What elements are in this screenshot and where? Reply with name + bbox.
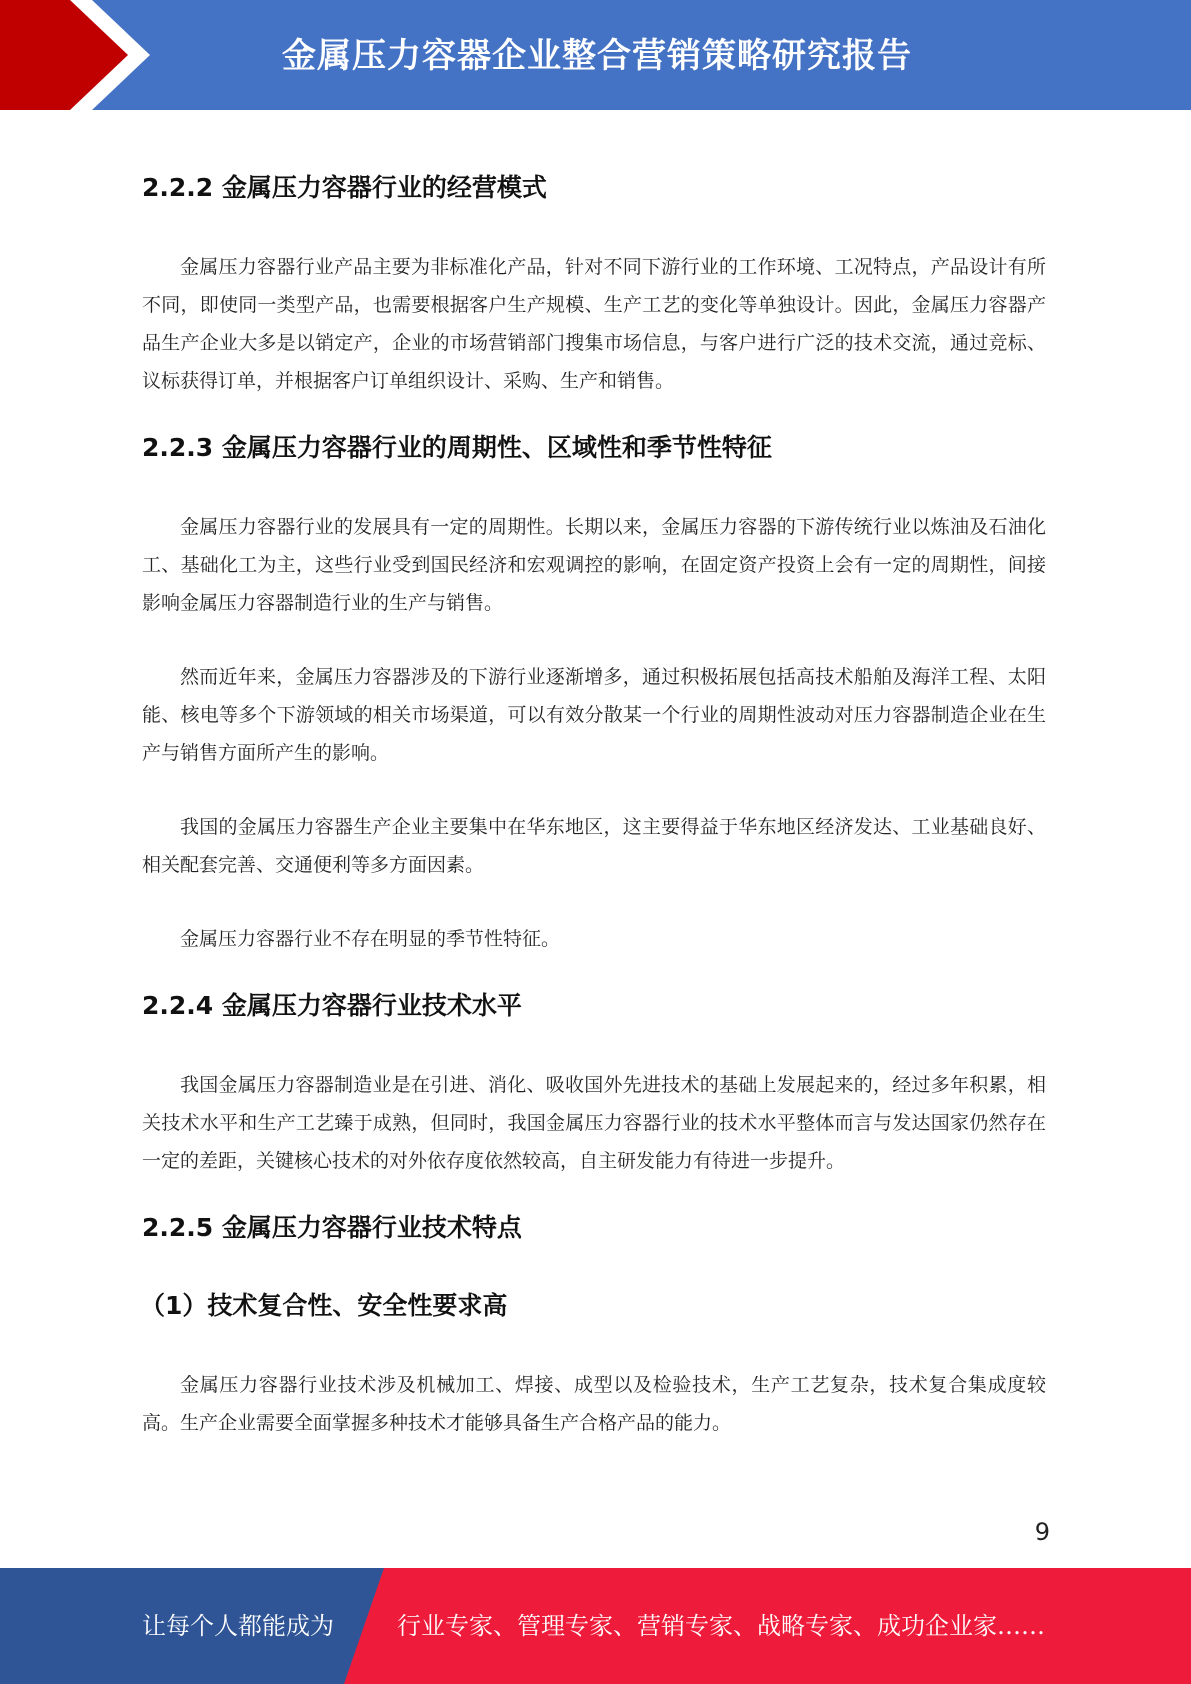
paragraph: 金属压力容器行业产品主要为非标准化产品，针对不同下游行业的工作环境、工况特点，产品设计有所不同，即使同一类型产品，也需要根据客户生产规模、生产工艺的变化等单独设计。因此，金属压力容器产品生产企业大多是以销定产，企业的市场营销部门搜集市场信息，与客户进行广泛的技术交流，通过竞标、议标获得订单，并根据客户订单组织设计、采购、生产和销售。 [142,256,1046,392]
page-header [0,0,1191,110]
section-heading-2-2-2: 2.2.2 金属压力容器行业的经营模式 [142,173,547,202]
paragraph: 金属压力容器行业的发展具有一定的周期性。长期以来，金属压力容器的下游传统行业以炼油及石油化工、基础化工为主，这些行业受到国民经济和宏观调控的影响，在固定资产投资上会有一定的周期性，间接影响金属压力容器制造行业的生产与销售。 [142,516,1046,614]
paragraph: 金属压力容器行业技术涉及机械加工、焊接、成型以及检验技术，生产工艺复杂，技术复合集成度较高。生产企业需要全面掌握多种技术才能够具备生产合格产品的能力。 [142,1374,1046,1434]
header-chevron-arrow-icon [0,0,135,110]
page-footer [0,1568,1191,1684]
section-heading-2-2-4: 2.2.4 金属压力容器行业技术水平 [142,991,522,1020]
paragraph: 金属压力容器行业不存在明显的季节性特征。 [180,928,561,950]
page-number: 9 [1034,1518,1050,1546]
document-body [142,160,1046,1442]
section-heading-2-2-3: 2.2.3 金属压力容器行业的周期性、区域性和季节性特征 [142,433,772,462]
paragraph: 我国的金属压力容器生产企业主要集中在华东地区，这主要得益于华东地区经济发达、工业基础良好、相关配套完善、交通便利等多方面因素。 [142,816,1046,876]
report-title: 金属压力容器企业整合营销策略研究报告 [282,36,912,76]
subsection-heading: （1）技术复合性、安全性要求高 [140,1291,508,1320]
paragraph: 然而近年来，金属压力容器涉及的下游行业逐渐增多，通过积极拓展包括高技术船舶及海洋工程、太阳能、核电等多个下游领域的相关市场渠道，可以有效分散某一个行业的周期性波动对压力容器制造企业在生产与销售方面所产生的影响。 [142,666,1046,764]
section-heading-2-2-5: 2.2.5 金属压力容器行业技术特点 [142,1213,522,1242]
footer-slogan-left: 让每个人都能成为 [142,1612,334,1640]
paragraph: 我国金属压力容器制造业是在引进、消化、吸收国外先进技术的基础上发展起来的，经过多年积累，相关技术水平和生产工艺臻于成熟，但同时，我国金属压力容器行业的技术水平整体而言与发达国家仍然存在一定的差距，关键核心技术的对外依存度依然较高，自主研发能力有待进一步提升。 [142,1074,1046,1172]
footer-slogan-right: 行业专家、管理专家、营销专家、战略专家、成功企业家…… [397,1612,1045,1640]
